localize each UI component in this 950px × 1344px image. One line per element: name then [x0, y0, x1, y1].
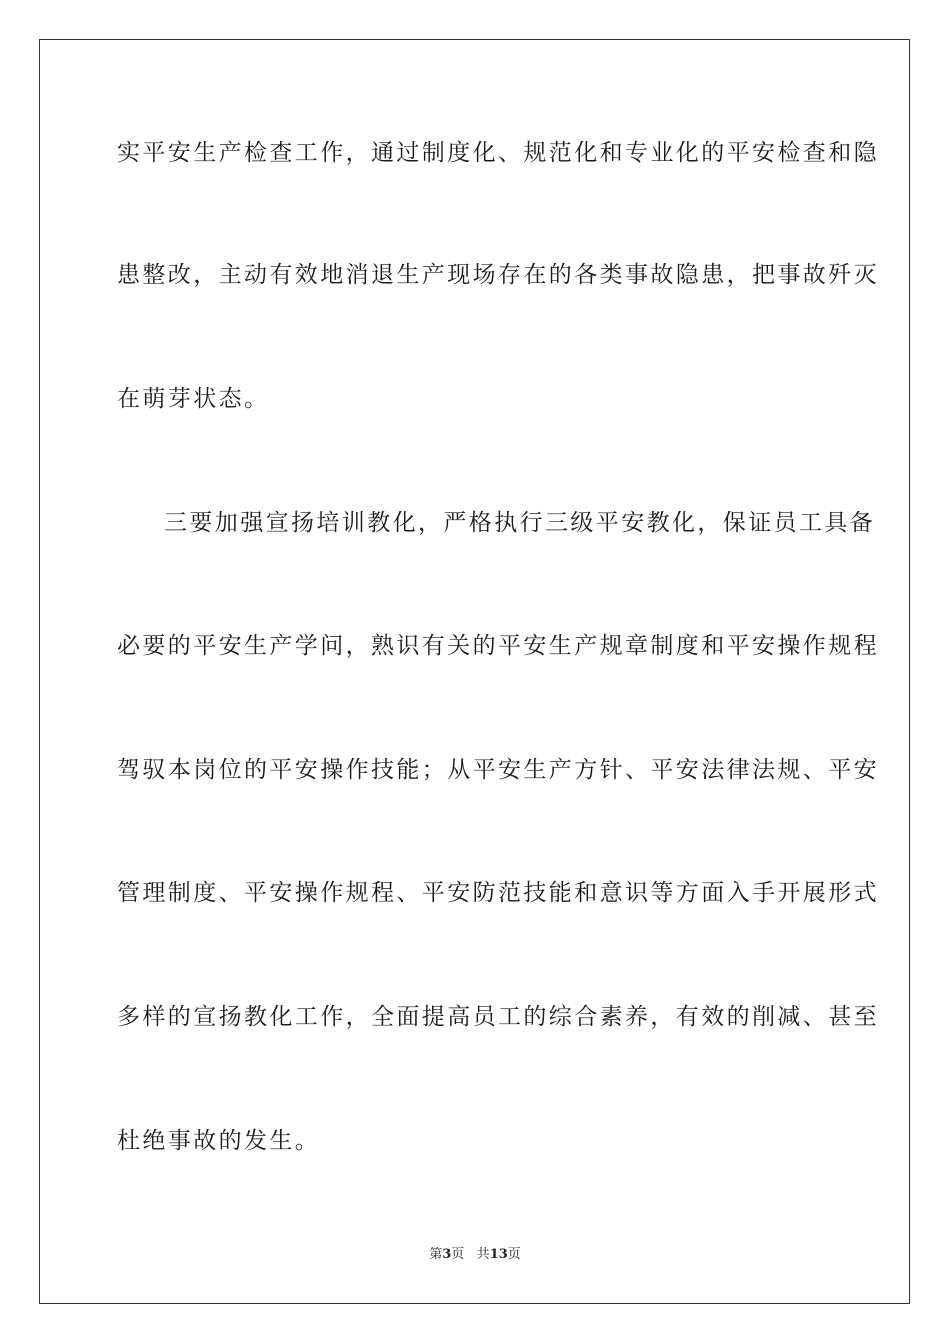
text-line-8: 多样的宣扬教化工作，全面提高员工的综合素养，有效的削减、甚至 — [117, 1004, 879, 1030]
page-footer — [0, 1247, 950, 1263]
text-line-4: 三要加强宣扬培训教化，严格执行三级平安教化，保证员工具备 — [164, 510, 876, 536]
page-number: 3 — [442, 1247, 452, 1262]
total-pages: 13 — [489, 1247, 508, 1262]
text-line-1: 实平安生产检查工作，通过制度化、规范化和专业化的平安检查和隐 — [117, 140, 879, 166]
text-line-6: 驾驭本岗位的平安操作技能；从平安生产方针、平安法律法规、平安 — [117, 757, 879, 783]
page-border — [39, 39, 910, 1304]
text-line-7: 管理制度、平安操作规程、平安防范技能和意识等方面入手开展形式 — [117, 880, 879, 906]
total-suffix: 页 — [507, 1247, 521, 1262]
page-suffix: 页 — [451, 1247, 465, 1262]
page-prefix: 第 — [429, 1247, 443, 1262]
total-prefix: 共 — [476, 1247, 490, 1262]
text-line-2: 患整改，主动有效地消退生产现场存在的各类事故隐患，把事故歼灭 — [117, 262, 879, 288]
text-line-3: 在萌芽状态。 — [117, 386, 270, 412]
text-line-5: 必要的平安生产学问，熟识有关的平安生产规章制度和平安操作规程 — [117, 633, 879, 659]
text-line-9: 杜绝事故的发生。 — [117, 1128, 321, 1154]
